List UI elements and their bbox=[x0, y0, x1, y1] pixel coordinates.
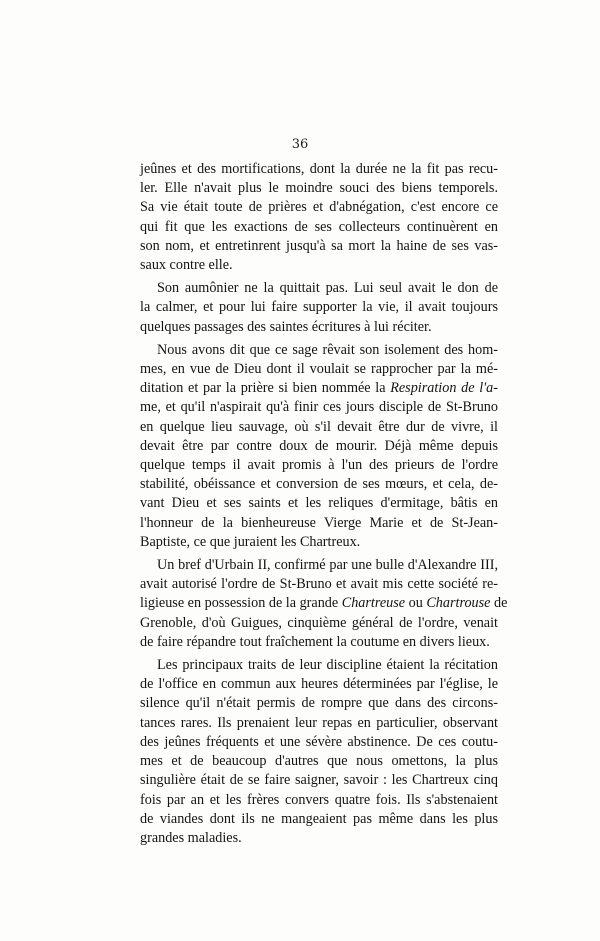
text-line: Son aumônier ne la quittait pas. Lui seul avait le don de bbox=[157, 280, 498, 297]
paragraph-5 bbox=[140, 656, 498, 848]
text-line: silence qu'il n'était permis de rompre que dans des circons- bbox=[140, 695, 498, 712]
text-line: l'honneur de la bienheureuse Vierge Marie et de St-Jean- bbox=[140, 514, 498, 531]
text-line: mes et de beaucoup d'autres que nous omettons, la plus bbox=[140, 753, 498, 770]
text-fragment: ligieuse en possession de la grande bbox=[140, 595, 342, 612]
paragraph-3 bbox=[140, 341, 498, 552]
text-line: en quelque lieu sauvage, où s'il devait être dur de vivre, il bbox=[140, 418, 498, 435]
italic-term: Respiration de l'a- bbox=[390, 380, 498, 397]
text-line: grandes maladies. bbox=[140, 829, 242, 846]
text-line: quelque temps il avait promis à l'un des prieurs de l'ordre bbox=[140, 457, 498, 474]
body-text bbox=[140, 160, 508, 852]
text-line: ler. Elle n'avait plus le moindre souci des biens temporels. bbox=[140, 180, 498, 197]
text-line: quelques passages des saintes écritures à lui réciter. bbox=[140, 318, 432, 335]
text-line: de l'office en commun aux heures déterminées par l'église, le bbox=[140, 676, 498, 693]
text-line: Un bref d'Urbain II, confirmé par une bulle d'Alexandre III, bbox=[157, 557, 498, 574]
text-line: tances rares. Ils prenaient leur repas en particulier, observant bbox=[140, 714, 498, 731]
italic-term: Chartreuse bbox=[341, 595, 406, 612]
text-line: la calmer, et pour lui faire supporter la vie, il avait toujours bbox=[140, 299, 498, 316]
text-line: Sa vie était toute de prières et d'abnégation, c'est encore ce bbox=[140, 199, 498, 216]
text-line: Grenoble, d'où Guigues, cinquième général de l'ordre, venait bbox=[140, 614, 498, 631]
text-line: avait autorisé l'ordre de St-Bruno et avait mis cette société re- bbox=[140, 576, 498, 593]
text-line bbox=[140, 379, 498, 398]
text-line: stabilité, obéissance et conversion de ses mœurs, et cela, de- bbox=[140, 476, 498, 493]
italic-term: Chartrouse bbox=[426, 595, 491, 612]
text-fragment: ditation et par la prière si bien nommée la bbox=[140, 380, 391, 397]
text-fragment: de bbox=[490, 595, 508, 612]
text-line: de faire répandre tout fraîchement la coutume en divers lieux. bbox=[140, 633, 490, 650]
text-line: Nous avons dit que ce sage rêvait son isolement des hom- bbox=[157, 341, 498, 358]
text-line: singulière était de se faire saigner, savoir : les Chartreux cinq bbox=[140, 772, 498, 789]
text-line: Les principaux traits de leur discipline étaient la récitation bbox=[157, 657, 498, 674]
text-line bbox=[140, 594, 508, 613]
text-line: qui fit que les exactions de ses collecteurs continuèrent en bbox=[140, 218, 498, 235]
text-line: son nom, et entretinrent jusqu'à sa mort la haine de ses vas- bbox=[140, 237, 498, 254]
text-line: mes, en vue de Dieu dont il voulait se rapprocher par la mé- bbox=[140, 361, 498, 378]
text-line: vant Dieu et ses saints et les reliques d'ermitage, bâtis en bbox=[140, 495, 498, 512]
page-number: 36 bbox=[291, 137, 309, 152]
text-line: des jeûnes fréquents et une sévère abstinence. De ces coutu- bbox=[140, 733, 498, 750]
text-line: devait être par contre doux de mourir. Déjà même depuis bbox=[140, 437, 498, 454]
text-line: Baptiste, ce que juraient les Chartreux. bbox=[140, 533, 361, 550]
text-line: fois par an et les frères convers quatre fois. Ils s'abstenaient bbox=[140, 791, 498, 808]
paragraph-2 bbox=[140, 279, 498, 337]
paragraph-4 bbox=[140, 556, 508, 652]
text-fragment: ou bbox=[405, 595, 427, 612]
paragraph-1 bbox=[140, 160, 498, 275]
text-line: jeûnes et des mortifications, dont la durée ne la fit pas recu- bbox=[140, 161, 498, 177]
text-line: me, et qu'il n'aspirait qu'à finir ces jours disciple de St-Bruno bbox=[140, 399, 498, 416]
text-line: saux contre elle. bbox=[140, 257, 233, 274]
text-line: de viandes dont ils ne mangeaient pas même dans les plus bbox=[140, 810, 498, 827]
